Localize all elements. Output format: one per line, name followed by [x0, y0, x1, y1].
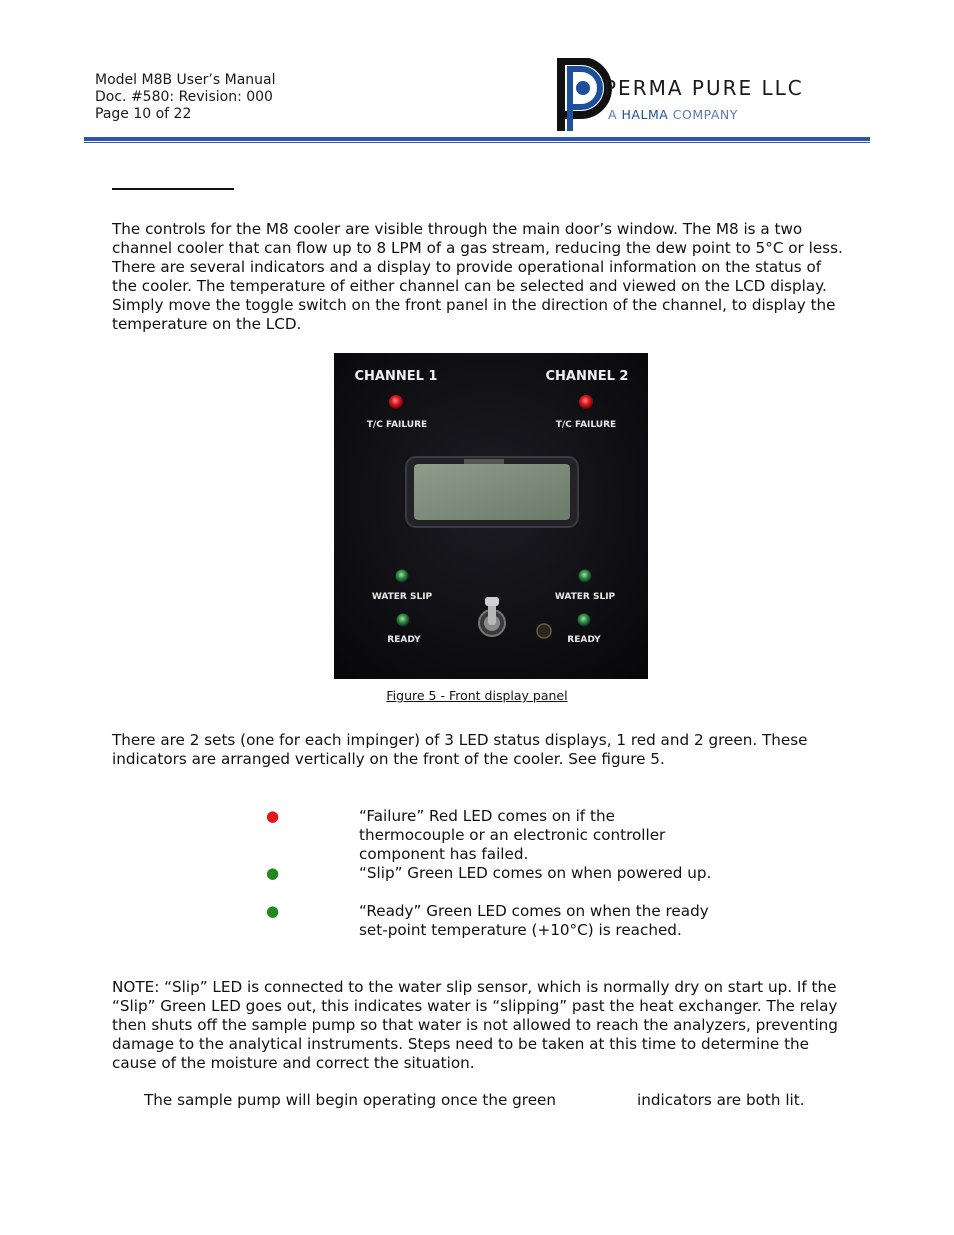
note-line: NOTE: “Slip” LED is connected to the water slip sensor, which is normally dry on start up. If the	[112, 978, 837, 996]
bullet-line: component has failed.	[359, 845, 529, 863]
channel-1-water-slip-led	[396, 570, 409, 583]
bullet-green-icon: ●	[266, 902, 280, 920]
bullet-line: “Failure” Red LED comes on if the	[359, 807, 615, 825]
logo-tagline-prefix: A	[608, 107, 622, 122]
logo-tagline-brand: HALMA	[621, 107, 669, 122]
channel-1-ready-led	[397, 614, 410, 627]
bullet-line: thermocouple or an electronic controller	[359, 826, 666, 844]
channel-2-water-slip-label: WATER SLIP	[554, 592, 616, 602]
perma-pure-logo	[554, 58, 854, 134]
header-doc-number: Doc. #580: Revision: 000	[95, 89, 273, 105]
note-line: “Slip” Green LED goes out, this indicates water is “slipping” past the heat exchanger. The relay	[112, 997, 838, 1015]
channel-2-label: CHANNEL 2	[545, 369, 629, 384]
section-heading-underline	[112, 188, 234, 190]
logo-company-name: PERMA PURE LLC	[604, 76, 804, 100]
led-line: indicators are arranged vertically on the front of the cooler. See figure 5.	[112, 750, 665, 768]
header-page-number: Page 10 of 22	[95, 106, 192, 122]
front-panel-photo	[334, 353, 648, 679]
note-line: damage to the analytical instruments. Steps need to be taken at this time to determine the	[112, 1035, 810, 1053]
header-model: Model M8B User’s Manual	[95, 72, 276, 88]
bullet-line: “Ready” Green LED comes on when the ready	[359, 902, 709, 920]
intro-line: Simply move the toggle switch on the front panel in the direction of the channel, to display the	[112, 296, 836, 314]
intro-line: temperature on the LCD.	[112, 315, 302, 333]
channel-1-failure-label: T/C FAILURE	[366, 420, 428, 430]
channel-2-ready-label: READY	[567, 635, 601, 645]
led-paragraph	[112, 731, 872, 769]
bullet-red-icon: ●	[266, 807, 280, 825]
document-header	[95, 72, 276, 123]
header-rule-thick	[84, 137, 870, 141]
channel-2-water-slip-led	[579, 570, 592, 583]
figure-caption: Figure 5 - Front display panel	[386, 688, 568, 703]
header-rule-thin	[84, 142, 870, 143]
logo-tagline-suffix: COMPANY	[668, 107, 738, 122]
channel-1-ready-label: READY	[387, 635, 421, 645]
final-line-part-1: The sample pump will begin operating once the green	[144, 1091, 557, 1109]
channel-2-failure-led	[579, 395, 593, 409]
note-line: cause of the moisture and correct the situation.	[112, 1054, 475, 1072]
bullet-green-icon: ●	[266, 864, 280, 882]
channel-2-failure-label: T/C FAILURE	[555, 420, 617, 430]
intro-line: The controls for the M8 cooler are visible through the main door’s window. The M8 is a two	[112, 220, 803, 238]
bullet-failure-text	[359, 807, 739, 864]
channel-1-water-slip-label: WATER SLIP	[371, 592, 433, 602]
intro-line: channel cooler that can flow up to 8 LPM of a gas stream, reducing the dew point to 5°C or less.	[112, 239, 843, 257]
front-panel-illustration	[334, 353, 648, 679]
intro-paragraph	[112, 220, 872, 334]
bullet-ready-text	[359, 902, 739, 940]
channel-1-failure-led	[389, 395, 403, 409]
note-paragraph	[112, 978, 872, 1073]
final-line-part-2: indicators are both lit.	[637, 1091, 805, 1109]
channel-2-ready-led	[578, 614, 591, 627]
lcd-display	[414, 464, 570, 520]
note-line: then shuts off the sample pump so that water is not allowed to reach the analyzers, preventing	[112, 1016, 838, 1034]
intro-line: There are several indicators and a display to provide operational information on the status of	[112, 258, 822, 276]
bullet-line: set-point temperature (+10°C) is reached.	[359, 921, 682, 939]
bullet-line: “Slip” Green LED comes on when powered up.	[359, 864, 712, 882]
intro-line: the cooler. The temperature of either channel can be selected and viewed on the LCD display.	[112, 277, 827, 295]
led-line: There are 2 sets (one for each impinger) of 3 LED status displays, 1 red and 2 green. These	[112, 731, 808, 749]
bullet-slip-text	[359, 864, 739, 883]
svg-text:A HALMA COMPANY	[608, 107, 738, 122]
channel-1-label: CHANNEL 1	[354, 369, 438, 384]
